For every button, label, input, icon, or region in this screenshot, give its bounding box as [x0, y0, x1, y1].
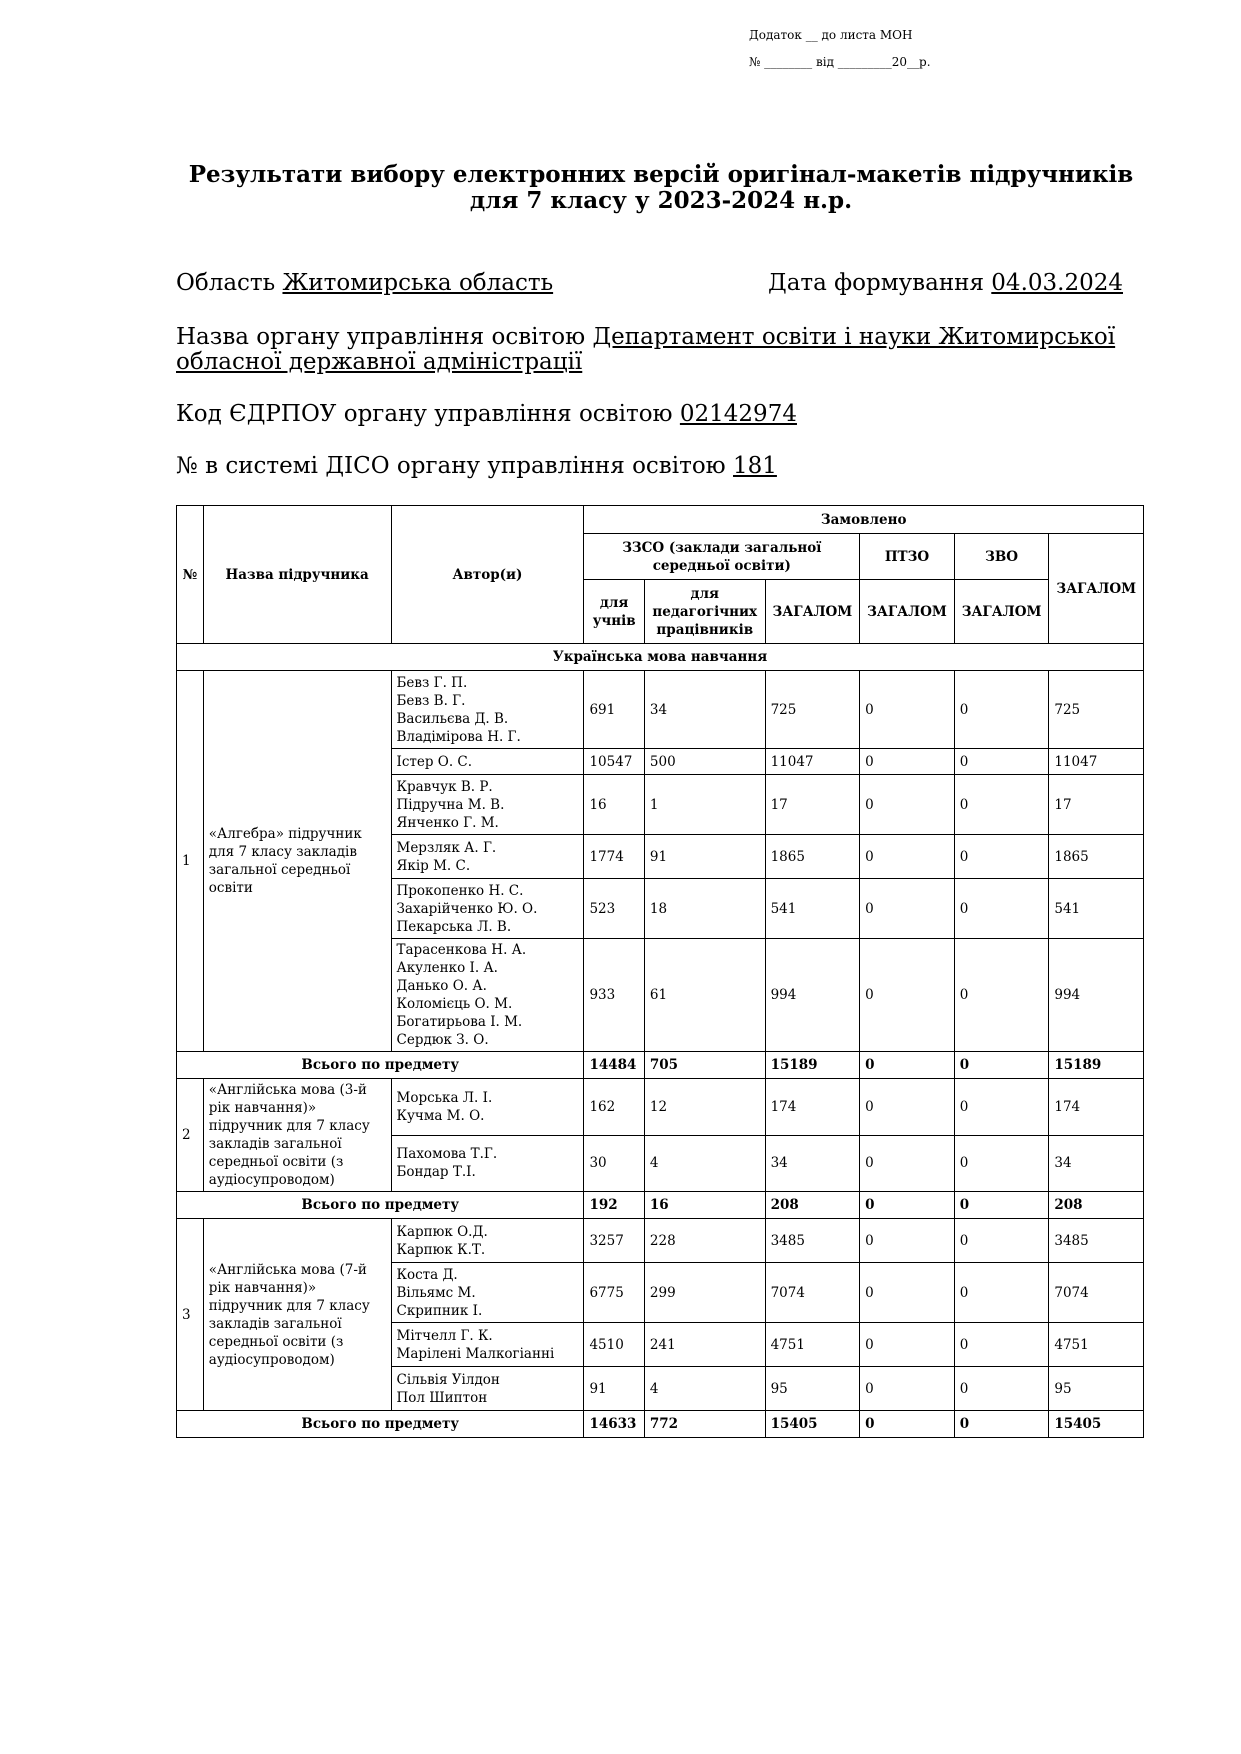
authors-cell [391, 1323, 584, 1367]
authors-cell [391, 671, 584, 749]
total-students: 14633 [584, 1411, 644, 1438]
value-students: 6775 [584, 1263, 644, 1323]
header-zzso-total: ЗАГАЛОМ [765, 580, 860, 644]
organ-label: Назва органу управління освітою [176, 324, 586, 350]
authors-cell [391, 1079, 584, 1136]
value-students: 4510 [584, 1323, 644, 1367]
value-ptzo: 0 [860, 1079, 955, 1136]
table-body [177, 644, 1144, 1438]
author-name: Сільвія Уілдон [396, 1371, 500, 1388]
total-zzso-total: 15189 [765, 1052, 860, 1079]
value-total: 174 [1049, 1079, 1144, 1136]
value-zzso-total: 541 [765, 879, 860, 939]
header-ptzo: ПТЗО [860, 534, 955, 580]
value-teachers: 61 [644, 939, 765, 1052]
oblast-row [176, 271, 553, 296]
value-zzso-total: 174 [765, 1079, 860, 1136]
author-name: Богатирьова І. М. [396, 1014, 523, 1030]
value-zzso-total: 1865 [765, 835, 860, 879]
authors-cell [391, 879, 584, 939]
subject-total-label: Всього по предмету [177, 1052, 584, 1079]
author-name: Бевз В. Г. [396, 692, 466, 709]
value-ptzo: 0 [860, 1367, 955, 1411]
value-total: 541 [1049, 879, 1144, 939]
subject-name: «Англійська мова (3-й рік навчання)» підручник для 7 класу закладів загальної середньої освіти (з аудіосупроводом) [203, 1079, 391, 1192]
authors-cell [391, 1367, 584, 1411]
header-zvo: ЗВО [954, 534, 1049, 580]
header-zvo-total: ЗАГАЛОМ [954, 580, 1049, 644]
author-name: Захарійченко Ю. О. [396, 900, 538, 917]
oblast-label: Область [176, 270, 276, 296]
value-students: 10547 [584, 749, 644, 775]
value-zvo: 0 [954, 879, 1049, 939]
value-students: 933 [584, 939, 644, 1052]
author-name: Морська Л. І. [396, 1089, 493, 1106]
value-total: 17 [1049, 775, 1144, 835]
subject-total-row [177, 1411, 1144, 1438]
value-teachers: 4 [644, 1367, 765, 1411]
authors-cell [391, 749, 584, 775]
value-total: 1865 [1049, 835, 1144, 879]
author-name: Пахомова Т.Г. [396, 1146, 498, 1163]
author-name: Янченко Г. М. [396, 814, 499, 831]
author-name: Мітчелл Г. К. [396, 1327, 493, 1344]
value-ptzo: 0 [860, 939, 955, 1052]
value-ptzo: 0 [860, 879, 955, 939]
total-ptzo: 0 [860, 1411, 955, 1438]
value-ptzo: 0 [860, 835, 955, 879]
value-teachers: 34 [644, 671, 765, 749]
subject-name: «Алгебра» підручник для 7 класу закладів загальної середньої освіти [203, 671, 391, 1052]
author-name: Кучма М. О. [396, 1107, 485, 1124]
total-zvo: 0 [954, 1052, 1049, 1079]
author-name: Коломієць О. М. [396, 996, 513, 1012]
organ-row [176, 325, 1116, 375]
value-teachers: 4 [644, 1135, 765, 1192]
value-zzso-total: 4751 [765, 1323, 860, 1367]
authors-cell [391, 939, 584, 1052]
author-name: Кравчук В. Р. [396, 778, 493, 795]
author-name: Марілені Малкогіанні [396, 1345, 555, 1362]
value-teachers: 241 [644, 1323, 765, 1367]
value-total: 994 [1049, 939, 1144, 1052]
header-ordered: Замовлено [584, 506, 1144, 534]
date-label: Дата формування [768, 270, 984, 296]
authors-cell [391, 835, 584, 879]
total-zzso-total: 208 [765, 1192, 860, 1219]
subject-number: 3 [177, 1219, 204, 1411]
authors-cell [391, 1219, 584, 1263]
author-name: Якір М. С. [396, 857, 471, 874]
author-name: Вільямс М. [396, 1284, 476, 1301]
value-zvo: 0 [954, 1323, 1049, 1367]
value-zvo: 0 [954, 1367, 1049, 1411]
diso-value: 181 [733, 453, 777, 479]
diso-label: № в системі ДІСО органу управління освітою [176, 453, 726, 479]
header-name: Назва підручника [203, 506, 391, 644]
appendix-line-1: Додаток __ до листа МОН [749, 28, 913, 42]
author-name: Бевз Г. П. [396, 674, 468, 691]
total-total: 15405 [1049, 1411, 1144, 1438]
value-teachers: 12 [644, 1079, 765, 1136]
author-name: Акуленко І. А. [396, 960, 498, 976]
title-line-2: для 7 класу у 2023-2024 н.р. [469, 187, 853, 214]
value-zzso-total: 725 [765, 671, 860, 749]
value-zvo: 0 [954, 939, 1049, 1052]
header-num: № [177, 506, 204, 644]
subject-total-label: Всього по предмету [177, 1192, 584, 1219]
author-name: Істер О. С. [396, 753, 473, 770]
total-total: 208 [1049, 1192, 1144, 1219]
value-students: 691 [584, 671, 644, 749]
table-row [177, 671, 1144, 749]
edrpou-label: Код ЄДРПОУ органу управління освітою [176, 401, 673, 427]
author-name: Карпюк О.Д. [396, 1223, 488, 1240]
diso-row [176, 454, 777, 479]
value-total: 3485 [1049, 1219, 1144, 1263]
value-zzso-total: 17 [765, 775, 860, 835]
value-teachers: 299 [644, 1263, 765, 1323]
subject-total-label: Всього по предмету [177, 1411, 584, 1438]
author-name: Карпюк К.Т. [396, 1241, 486, 1258]
header-teachers: для педагогічних працівників [644, 580, 765, 644]
title-line-1: Результати вибору електронних версій оригінал-макетів підручників [188, 161, 1134, 188]
value-total: 7074 [1049, 1263, 1144, 1323]
value-students: 91 [584, 1367, 644, 1411]
date-value: 04.03.2024 [991, 270, 1123, 296]
value-ptzo: 0 [860, 1323, 955, 1367]
value-students: 30 [584, 1135, 644, 1192]
total-teachers: 16 [644, 1192, 765, 1219]
value-ptzo: 0 [860, 1135, 955, 1192]
authors-cell [391, 775, 584, 835]
value-zzso-total: 994 [765, 939, 860, 1052]
value-zvo: 0 [954, 1263, 1049, 1323]
value-ptzo: 0 [860, 671, 955, 749]
author-name: Бондар Т.І. [396, 1164, 476, 1181]
results-table [176, 505, 1144, 1438]
author-name: Скрипник І. [396, 1302, 483, 1319]
total-students: 14484 [584, 1052, 644, 1079]
value-zzso-total: 34 [765, 1135, 860, 1192]
value-teachers: 228 [644, 1219, 765, 1263]
edrpou-row [176, 402, 797, 427]
value-zzso-total: 95 [765, 1367, 860, 1411]
subject-total-row [177, 1052, 1144, 1079]
authors-cell [391, 1135, 584, 1192]
header-students: для учнів [584, 580, 644, 644]
author-name: Данько О. А. [396, 978, 487, 994]
appendix-line-2: № ________ від _________20__р. [749, 55, 931, 69]
value-ptzo: 0 [860, 749, 955, 775]
value-students: 16 [584, 775, 644, 835]
edrpou-value: 02142974 [679, 401, 797, 427]
subject-number: 2 [177, 1079, 204, 1192]
author-name: Коста Д. [396, 1266, 458, 1283]
author-name: Пол Шиптон [396, 1389, 488, 1406]
author-name: Васильєва Д. В. [396, 710, 509, 727]
date-row [768, 271, 1123, 296]
value-zvo: 0 [954, 671, 1049, 749]
value-zzso-total: 3485 [765, 1219, 860, 1263]
value-zvo: 0 [954, 1135, 1049, 1192]
table-row [177, 1219, 1144, 1263]
author-name: Підручна М. В. [396, 796, 505, 813]
value-students: 3257 [584, 1219, 644, 1263]
value-ptzo: 0 [860, 1263, 955, 1323]
value-ptzo: 0 [860, 775, 955, 835]
total-total: 15189 [1049, 1052, 1144, 1079]
value-zzso-total: 11047 [765, 749, 860, 775]
total-students: 192 [584, 1192, 644, 1219]
author-name: Прокопенко Н. С. [396, 882, 524, 899]
value-zvo: 0 [954, 775, 1049, 835]
oblast-value: Житомирська область [282, 270, 554, 296]
header-authors: Автор(и) [391, 506, 584, 644]
value-ptzo: 0 [860, 1219, 955, 1263]
value-teachers: 91 [644, 835, 765, 879]
value-students: 1774 [584, 835, 644, 879]
author-name: Мерзляк А. Г. [396, 839, 497, 856]
table-row [177, 1079, 1144, 1136]
value-students: 523 [584, 879, 644, 939]
header-zzso: ЗЗСО (заклади загальної середньої освіти) [584, 534, 860, 580]
section-label: Українська мова навчання [177, 644, 1144, 671]
total-teachers: 772 [644, 1411, 765, 1438]
value-total: 4751 [1049, 1323, 1144, 1367]
subject-name: «Англійська мова (7-й рік навчання)» підручник для 7 класу закладів загальної середньої освіти (з аудіосупроводом) [203, 1219, 391, 1411]
value-zvo: 0 [954, 1079, 1049, 1136]
total-zvo: 0 [954, 1411, 1049, 1438]
author-name: Сердюк З. О. [396, 1032, 489, 1048]
value-zvo: 0 [954, 835, 1049, 879]
value-total: 34 [1049, 1135, 1144, 1192]
authors-cell [391, 1263, 584, 1323]
organ-value: Департамент освіти і науки Житомирської обласної державної адміністрації [176, 324, 1116, 375]
value-total: 725 [1049, 671, 1144, 749]
header-total: ЗАГАЛОМ [1049, 534, 1144, 644]
author-name: Тарасенкова Н. А. [396, 942, 527, 958]
subject-total-row [177, 1192, 1144, 1219]
value-teachers: 18 [644, 879, 765, 939]
total-zzso-total: 15405 [765, 1411, 860, 1438]
author-name: Владімірова Н. Г. [396, 728, 521, 745]
subject-number: 1 [177, 671, 204, 1052]
value-zvo: 0 [954, 749, 1049, 775]
value-zzso-total: 7074 [765, 1263, 860, 1323]
total-ptzo: 0 [860, 1192, 955, 1219]
header-ptzo-total: ЗАГАЛОМ [860, 580, 955, 644]
total-ptzo: 0 [860, 1052, 955, 1079]
author-name: Пекарська Л. В. [396, 918, 512, 935]
total-teachers: 705 [644, 1052, 765, 1079]
document-title [176, 162, 1146, 214]
value-total: 95 [1049, 1367, 1144, 1411]
value-total: 11047 [1049, 749, 1144, 775]
value-zvo: 0 [954, 1219, 1049, 1263]
total-zvo: 0 [954, 1192, 1049, 1219]
value-teachers: 500 [644, 749, 765, 775]
value-teachers: 1 [644, 775, 765, 835]
value-students: 162 [584, 1079, 644, 1136]
